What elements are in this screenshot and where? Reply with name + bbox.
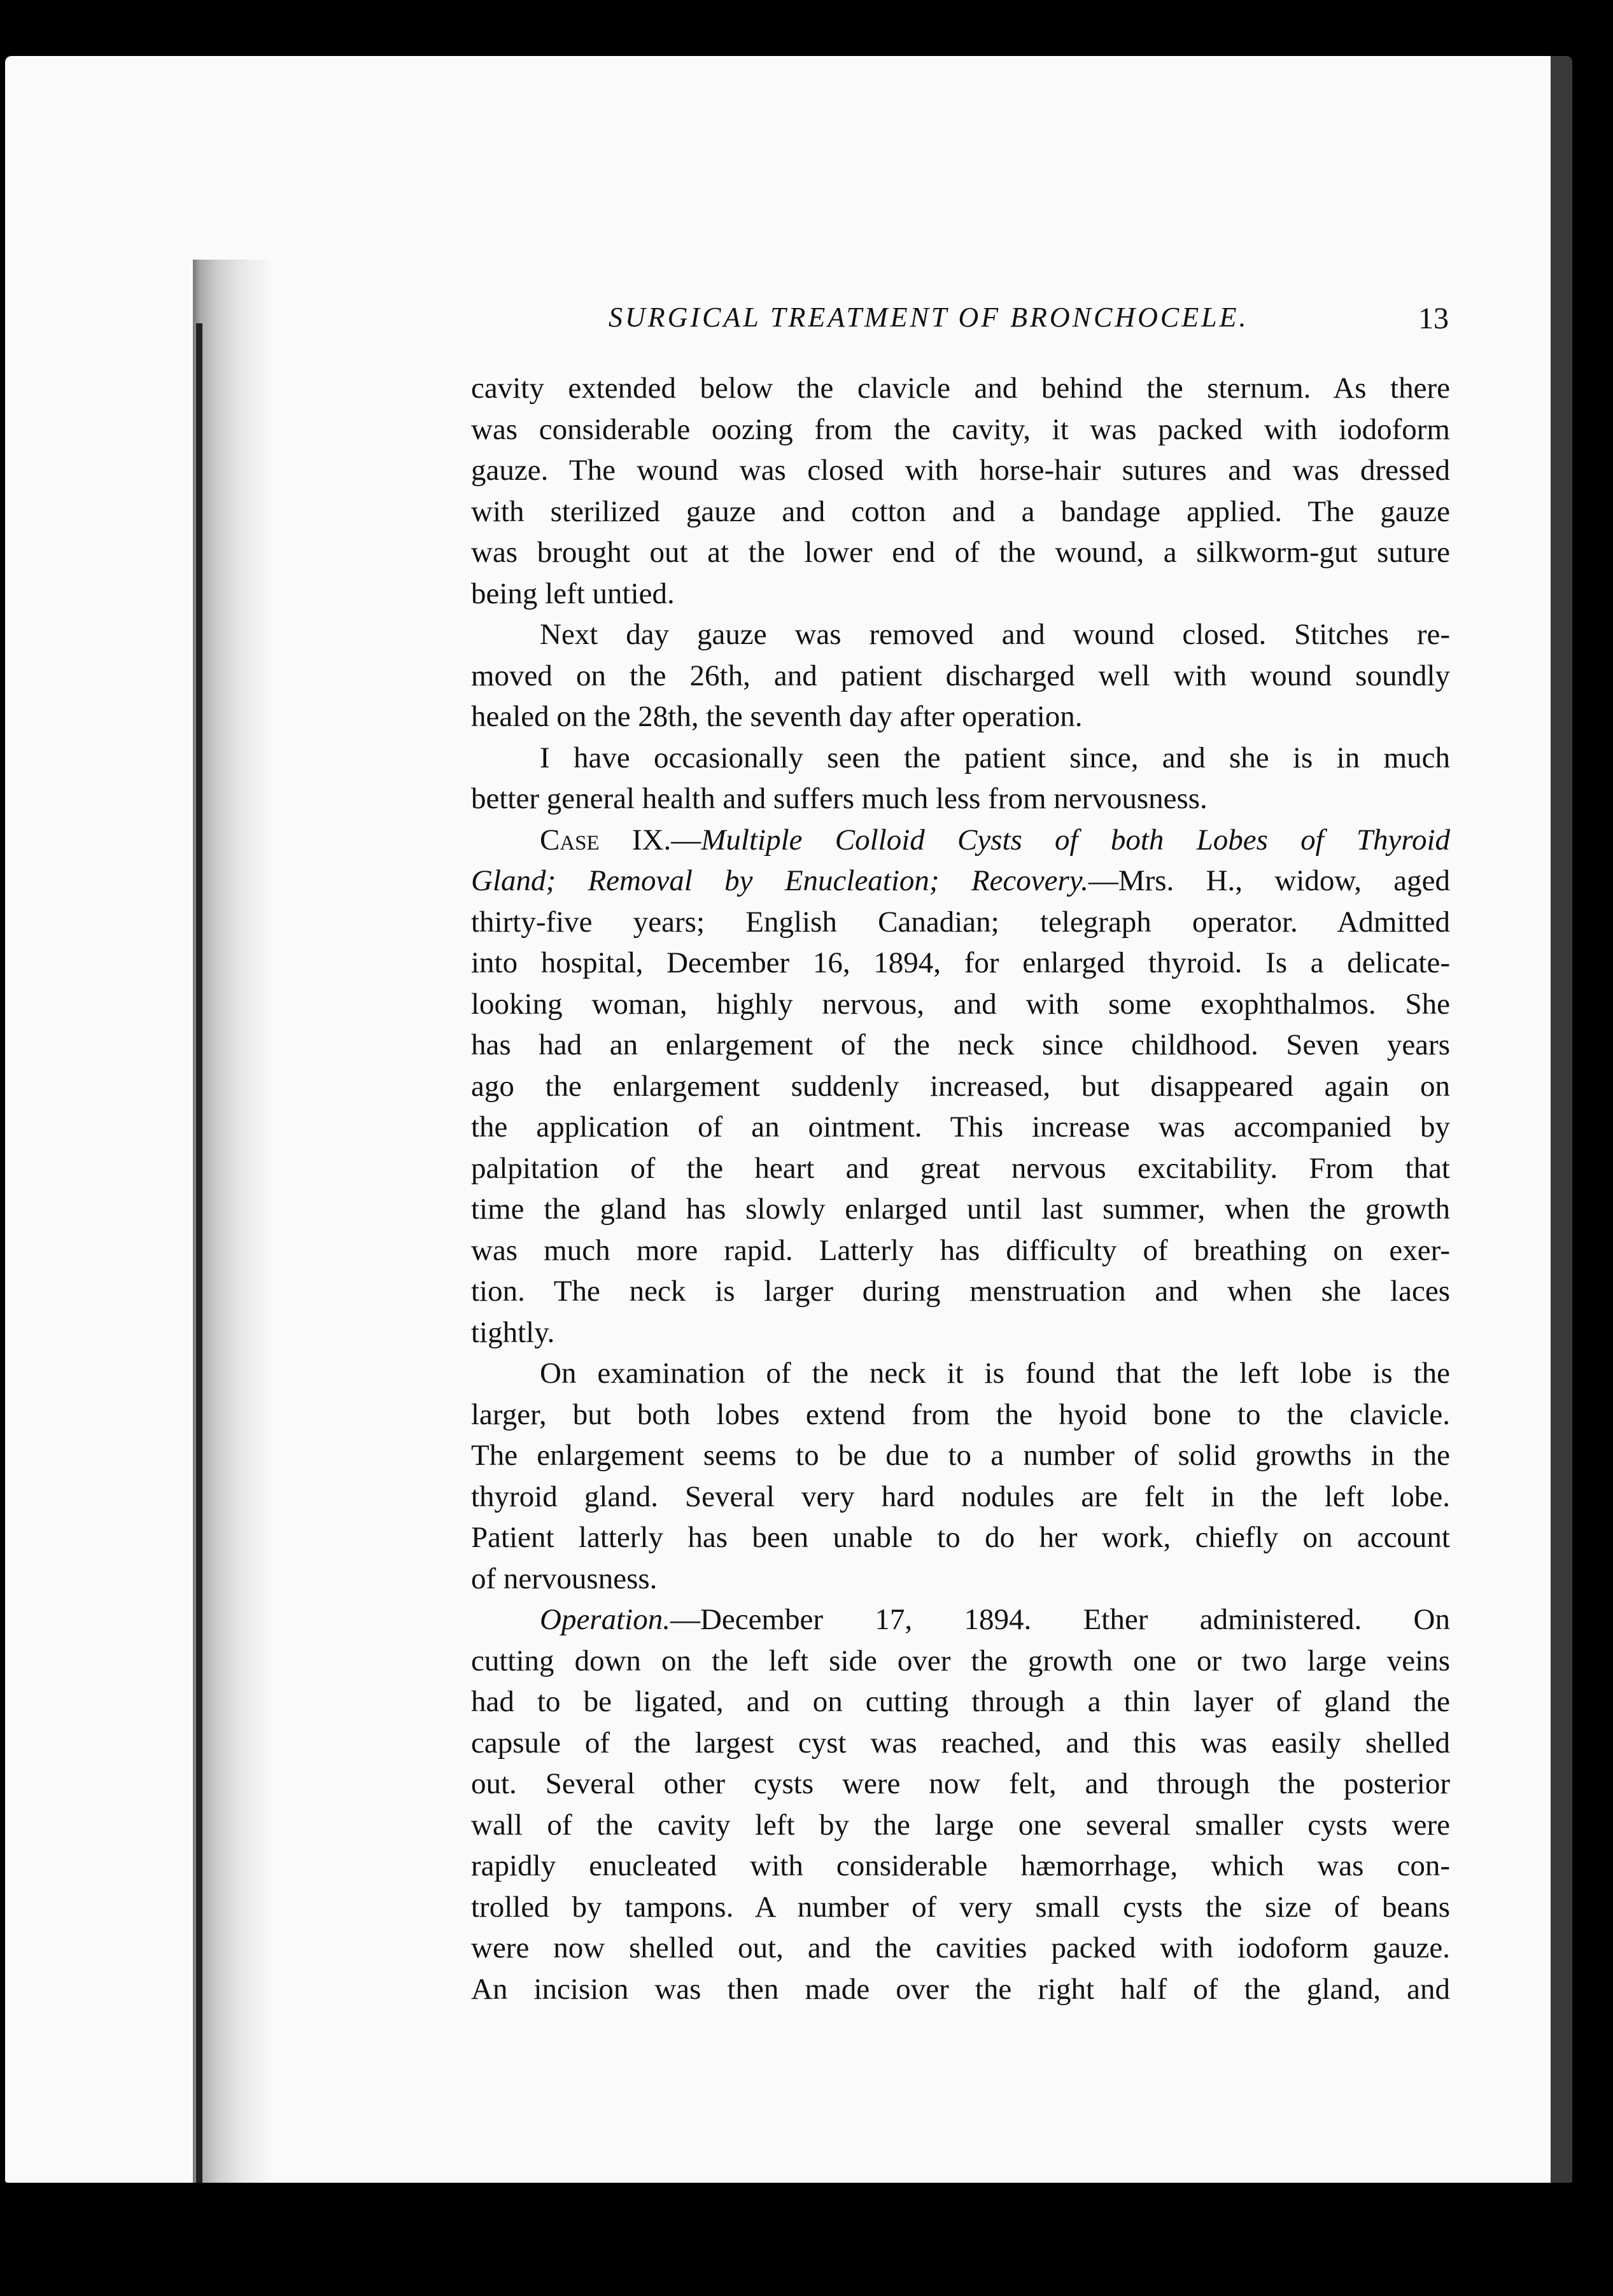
- case-heading-line-2: [471, 860, 1450, 902]
- body-text: [471, 368, 1450, 2010]
- text-line: thyroid gland. Several very hard nodules are felt in the left lobe.: [471, 1480, 1450, 1513]
- paragraph-1: [471, 368, 1450, 614]
- text-line: being left untied.: [471, 577, 675, 610]
- text-line: ago the enlargement suddenly increased, but disappeared again on: [471, 1069, 1450, 1103]
- text-line: larger, but both lobes extend from the hyoid bone to the clavicle.: [471, 1397, 1450, 1431]
- text-fragment: —Mrs. H., widow, aged: [1088, 864, 1450, 897]
- text-line: rapidly enucleated with considerable hæmorrhage, which was con-: [471, 1849, 1450, 1882]
- case-label: Case IX.—: [540, 823, 701, 857]
- paragraph-operation: [471, 1599, 1450, 2010]
- text-line: palpitation of the heart and great nervous excitability. From that: [471, 1151, 1450, 1185]
- text-line: looking woman, highly nervous, and with some exophthalmos. She: [471, 987, 1450, 1021]
- text-fragment: —December 17, 1894. Ether administered. On: [670, 1603, 1450, 1636]
- paragraph-examination: [471, 1353, 1450, 1599]
- text-line: An incision was then made over the right half of the gland, and: [471, 1972, 1450, 2006]
- operation-heading-line: [471, 1599, 1450, 1641]
- text-line: was brought out at the lower end of the wound, a silkworm-gut suture: [471, 536, 1450, 569]
- text-line: cutting down on the left side over the growth one or two large veins: [471, 1644, 1450, 1677]
- text-line: the application of an ointment. This increase was accompanied by: [471, 1110, 1450, 1144]
- text-line: healed on the 28th, the seventh day after operation.: [471, 700, 1083, 733]
- text-line: was much more rapid. Latterly has difficulty of breathing on exer-: [471, 1233, 1450, 1267]
- running-head-title: SURGICAL TREATMENT OF BRONCHOCELE.: [609, 302, 1249, 333]
- text-line: were now shelled out, and the cavities packed with iodoform gauze.: [471, 1931, 1450, 1964]
- text-line: into hospital, December 16, 1894, for enlarged thyroid. Is a delicate-: [471, 946, 1450, 979]
- text-line: Patient latterly has been unable to do her work, chiefly on account: [471, 1521, 1450, 1554]
- text-line: The enlargement seems to be due to a number of solid growths in the: [471, 1439, 1450, 1472]
- book-spine: [196, 323, 202, 2183]
- text-line: of nervousness.: [471, 1562, 658, 1595]
- text-line: tion. The neck is larger during menstruation and when she laces: [471, 1275, 1450, 1308]
- text-line: On examination of the neck it is found that the left lobe is the: [540, 1357, 1450, 1390]
- text-line: moved on the 26th, and patient discharged well with wound soundly: [471, 659, 1450, 692]
- paragraph-3: [471, 738, 1450, 820]
- text-line: wall of the cavity left by the large one several smaller cysts were: [471, 1808, 1450, 1842]
- text-line: cavity extended below the clavicle and behind the sternum. As there: [471, 372, 1450, 405]
- operation-label: Operation.: [540, 1603, 670, 1636]
- text-line: better general health and suffers much less from nervousness.: [471, 782, 1208, 815]
- text-line: has had an enlargement of the neck since childhood. Seven years: [471, 1028, 1450, 1061]
- page-number: 13: [1418, 302, 1449, 335]
- text-line: with sterilized gauze and cotton and a bandage applied. The gauze: [471, 494, 1450, 528]
- text-line: was considerable oozing from the cavity, it was packed with iodoform: [471, 412, 1450, 446]
- paragraph-2: [471, 614, 1450, 738]
- running-head: [609, 301, 1449, 339]
- text-line: gauze. The wound was closed with horse-hair sutures and was dressed: [471, 454, 1450, 487]
- text-line: had to be ligated, and on cutting through a thin layer of gland the: [471, 1685, 1450, 1718]
- text-line: trolled by tampons. A number of very small cysts the size of beans: [471, 1890, 1450, 1924]
- text-line: I have occasionally seen the patient since, and she is in much: [540, 741, 1450, 774]
- text-line: time the gland has slowly enlarged until last summer, when the growth: [471, 1193, 1450, 1226]
- paragraph-case-ix: [471, 820, 1450, 1354]
- book-page: [5, 56, 1572, 2183]
- gutter-shadow: [193, 260, 276, 2183]
- text-line: out. Several other cysts were now felt, and through the posterior: [471, 1767, 1450, 1800]
- text-line: tightly.: [471, 1315, 555, 1349]
- text-line: Next day gauze was removed and wound closed. Stitches re-: [540, 618, 1450, 651]
- case-title: Multiple Colloid Cysts of both Lobes of Thyroid: [701, 823, 1450, 857]
- text-line: capsule of the largest cyst was reached, and this was easily shelled: [471, 1726, 1450, 1760]
- case-heading-line: [471, 820, 1450, 861]
- text-line: thirty-five years; English Canadian; telegraph operator. Admitted: [471, 905, 1450, 939]
- page-edge: [1551, 56, 1572, 2183]
- case-title-cont: Gland; Removal by Enucleation; Recovery.: [471, 864, 1088, 897]
